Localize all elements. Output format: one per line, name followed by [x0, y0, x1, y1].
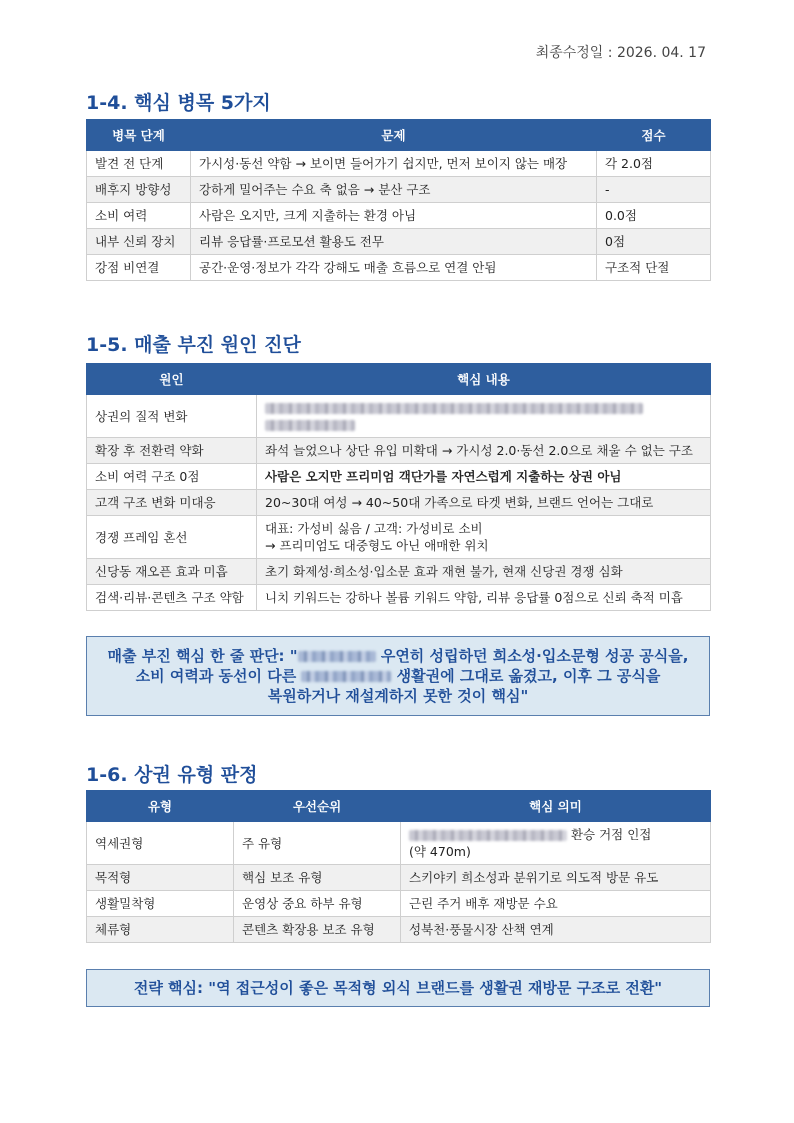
table-cell: 발견 전 단계 — [87, 151, 191, 177]
section-title-1-5: 1-5. 매출 부진 원인 진단 — [86, 334, 301, 356]
table-row — [87, 891, 711, 917]
column-header: 점수 — [597, 120, 711, 151]
table-cell: 각 2.0점 — [597, 151, 711, 177]
callout-line: 복원하거나 재설계하지 못한 것이 핵심" — [267, 687, 529, 705]
table-cell: 강점 비연결 — [87, 255, 191, 281]
table-cell: 가시성·동선 약함 → 보이면 들어가기 쉽지만, 먼저 보이지 않는 매장 — [191, 151, 597, 177]
table-cell: 구조적 단절 — [597, 255, 711, 281]
callout-line: 매출 부진 핵심 한 줄 판단: " 우연히 성립하던 희소성·입소문형 성공 공식을, — [107, 647, 689, 665]
table-row — [87, 917, 711, 943]
table-row — [87, 177, 711, 203]
table-cell: 스키야키 희소성과 분위기로 의도적 방문 유도 — [401, 865, 711, 891]
table-cell: 생활밀착형 — [87, 891, 234, 917]
redacted-text — [265, 403, 643, 414]
column-header: 핵심 내용 — [257, 364, 711, 395]
table-row — [87, 229, 711, 255]
table-cell: 신당동 재오픈 효과 미흡 — [87, 559, 257, 585]
table-cell: 성북천·풍물시장 산책 연계 — [401, 917, 711, 943]
table-cell: 소비 여력 — [87, 203, 191, 229]
table-cell: 근린 주거 배후 재방문 수요 — [401, 891, 711, 917]
section-title-1-6: 1-6. 상권 유형 판정 — [86, 764, 258, 786]
table-cell — [257, 464, 711, 490]
table-row — [87, 585, 711, 611]
table-cell: 배후지 방향성 — [87, 177, 191, 203]
table-cell: 목적형 — [87, 865, 234, 891]
table-cell: 상권의 질적 변화 — [87, 395, 257, 438]
table-row — [87, 516, 711, 559]
table-cell: 검색·리뷰·콘텐츠 구조 약함 — [87, 585, 257, 611]
table-row — [87, 438, 711, 464]
table-row — [87, 490, 711, 516]
column-header: 우선순위 — [234, 791, 401, 822]
table-cell: 사람은 오지만, 크게 지출하는 환경 아님 — [191, 203, 597, 229]
table-cell: 주 유형 — [234, 822, 401, 865]
section-title-1-4: 1-4. 핵심 병목 5가지 — [86, 92, 271, 114]
redacted-cell — [257, 395, 711, 438]
table-cell: 0점 — [597, 229, 711, 255]
column-header: 병목 단계 — [87, 120, 191, 151]
table-cell: 강하게 밀어주는 수요 축 없음 → 분산 구조 — [191, 177, 597, 203]
callout-line: 소비 여력과 동선이 다른 생활권에 그대로 옮겼고, 이후 그 공식을 — [135, 667, 661, 685]
table-cell: 운영상 중요 하부 유형 — [234, 891, 401, 917]
table-row — [87, 203, 711, 229]
judgment-callout — [86, 636, 710, 716]
table-cell: 역세권형 — [87, 822, 234, 865]
table-cell: 공간·운영·정보가 각각 강해도 매출 흐름으로 연결 안됨 — [191, 255, 597, 281]
strategy-callout — [86, 969, 710, 1007]
table-row — [87, 395, 711, 438]
table-cell: 고객 구조 변화 미대응 — [87, 490, 257, 516]
table-cell: 핵심 보조 유형 — [234, 865, 401, 891]
table-cell: 0.0점 — [597, 203, 711, 229]
table-row — [87, 865, 711, 891]
table-cell: 니치 키워드는 강하나 볼륨 키워드 약함, 리뷰 응답률 0점으로 신뢰 축적 미흡 — [257, 585, 711, 611]
callout-line: 전략 핵심: "역 접근성이 좋은 목적형 외식 브랜드를 생활권 재방문 구조로 전환" — [133, 979, 663, 997]
table-cell: 콘텐츠 확장용 보조 유형 — [234, 917, 401, 943]
table-cell: 확장 후 전환력 약화 — [87, 438, 257, 464]
column-header: 원인 — [87, 364, 257, 395]
table-cell: 소비 여력 구조 0점 — [87, 464, 257, 490]
table-row — [87, 559, 711, 585]
cell-line: → 프리미엄도 대중형도 아닌 애매한 위치 — [265, 538, 489, 553]
table-cell: - — [597, 177, 711, 203]
redacted-text — [301, 671, 391, 682]
redacted-text — [409, 830, 567, 841]
column-header: 핵심 의미 — [401, 791, 711, 822]
trade-area-type-table — [86, 790, 711, 943]
column-header: 유형 — [87, 791, 234, 822]
table-row — [87, 151, 711, 177]
redacted-text — [298, 651, 376, 662]
table-cell: 체류형 — [87, 917, 234, 943]
redacted-text — [265, 420, 355, 431]
last-modified-date: 최종수정일 : 2026. 04. 17 — [535, 45, 706, 61]
table-cell: 경쟁 프레임 혼선 — [87, 516, 257, 559]
table-cell: 환승 거점 인접 (약 470m) — [401, 822, 711, 865]
column-header: 문제 — [191, 120, 597, 151]
table-cell — [257, 516, 711, 559]
table-cell: 내부 신뢰 장치 — [87, 229, 191, 255]
table-cell: 초기 화제성·희소성·입소문 효과 재현 불가, 현재 신당권 경쟁 심화 — [257, 559, 711, 585]
table-row — [87, 822, 711, 865]
cell-line: 대표: 가성비 싫음 / 고객: 가성비로 소비 — [265, 521, 483, 536]
emphasized-text: 사람은 오지만 프리미엄 객단가를 자연스럽게 지출하는 상권 아님 — [265, 469, 622, 484]
table-row — [87, 464, 711, 490]
bottleneck-table — [86, 119, 711, 281]
table-row — [87, 255, 711, 281]
cause-diagnosis-table — [86, 363, 711, 611]
table-cell: 좌석 늘었으나 상단 유입 미확대 → 가시성 2.0·동선 2.0으로 채울 수 없는 구조 — [257, 438, 711, 464]
table-cell: 20~30대 여성 → 40~50대 가족으로 타겟 변화, 브랜드 언어는 그대로 — [257, 490, 711, 516]
table-cell: 리뷰 응답률·프로모션 활용도 전무 — [191, 229, 597, 255]
